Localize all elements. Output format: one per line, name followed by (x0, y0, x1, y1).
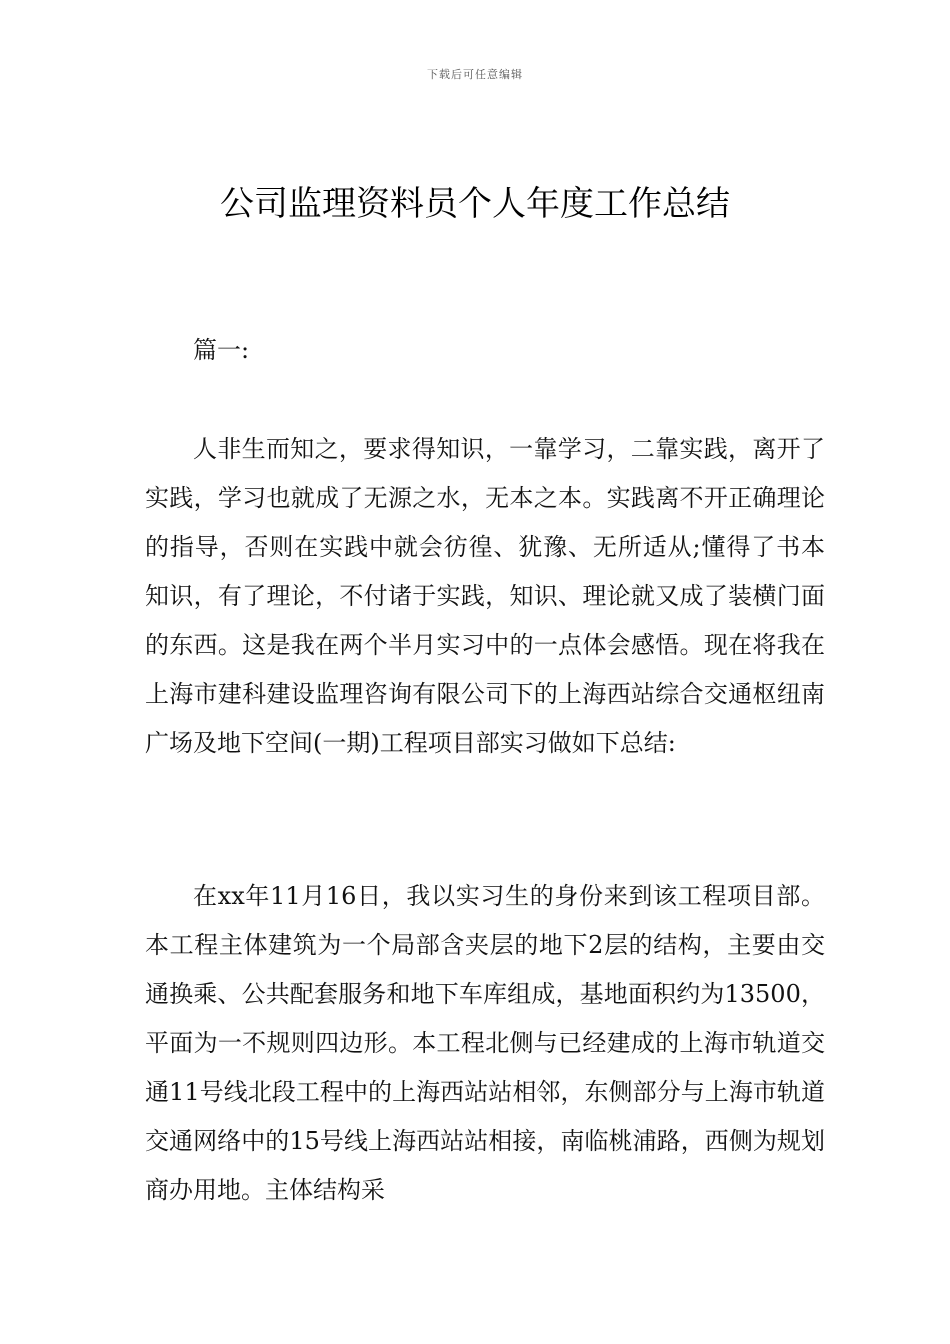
document-title: 公司监理资料员个人年度工作总结 (220, 184, 730, 224)
body-paragraph-1: 人非生而知之，要求得知识，一靠学习，二靠实践，离开了实践，学习也就成了无源之水，无本之本。实践离不开正确理论的指导，否则在实践中就会彷徨、犹豫、无所适从;懂得了书本知识，有了理论，不付诸于实践，知识、理论就又成了装横门面的东西。这是我在两个半月实习中的一点体会感悟。现在将我在上海市建科建设监理咨询有限公司下的上海西站综合交通枢纽南广场及地下空间(一期)工程项目部实习做如下总结: (145, 435, 825, 757)
body-paragraph-2: 在xx年11月16日，我以实习生的身份来到该工程项目部。本工程主体建筑为一个局部含夹层的地下2层的结构，主要由交通换乘、公共配套服务和地下车库组成，基地面积约为13500，平面为一不规则四边形。本工程北侧与已经建成的上海市轨道交通11号线北段工程中的上海西站站相邻，东侧部分与上海市轨道交通网络中的15号线上海西站站相接，南临桃浦路，西侧为规划商办用地。主体结构采 (145, 882, 825, 1204)
header-note: 下载后可任意编辑 (427, 68, 523, 81)
section-label: 篇一: (193, 336, 250, 364)
